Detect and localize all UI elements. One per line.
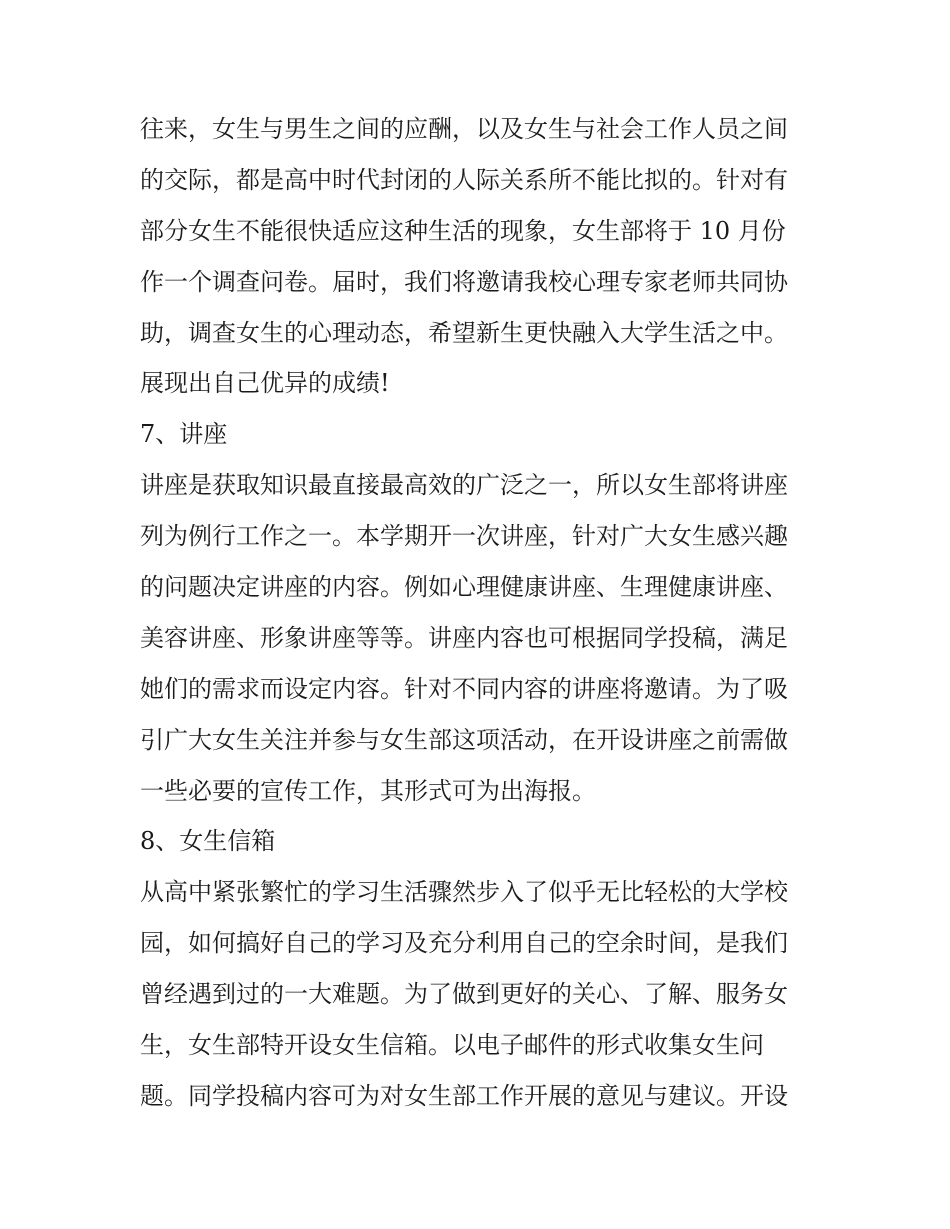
section-heading-mailbox: 8、女生信箱	[140, 827, 276, 856]
text-line: 她们的需求而设定内容。针对不同内容的讲座将邀请。为了吸	[140, 674, 788, 703]
text-line: 的问题决定讲座的内容。例如心理健康讲座、生理健康讲座、	[140, 573, 788, 602]
text-line: 助，调查女生的心理动态，希望新生更快融入大学生活之中。	[140, 318, 788, 347]
text-line: 生，女生部特开设女生信箱。以电子邮件的形式收集女生问	[140, 1031, 764, 1060]
text-line: 展现出自己优异的成绩!	[140, 369, 390, 398]
text-line: 的交际，都是高中时代封闭的人际关系所不能比拟的。针对有	[140, 165, 788, 194]
document-body	[140, 104, 820, 1122]
text-line: 一些必要的宣传工作，其形式可为出海报。	[140, 776, 596, 805]
section-heading-lecture: 7、讲座	[140, 420, 228, 449]
text-line: 从高中紧张繁忙的学习生活骤然步入了似乎无比轻松的大学校	[140, 878, 788, 907]
text-line: 往来，女生与男生之间的应酬，以及女生与社会工作人员之间	[140, 115, 788, 143]
text-line: 列为例行工作之一。本学期开一次讲座，针对广大女生感兴趣	[140, 522, 788, 551]
text-line: 部分女生不能很快适应这种生活的现象，女生部将于 10 月份	[140, 216, 786, 245]
text-line: 题。同学投稿内容可为对女生部工作开展的意见与建议。开设	[140, 1081, 788, 1110]
text-line: 美容讲座、形象讲座等等。讲座内容也可根据同学投稿，满足	[140, 623, 788, 652]
text-line: 园，如何搞好自己的学习及充分利用自己的空余时间，是我们	[140, 929, 788, 958]
text-line: 作一个调查问卷。届时，我们将邀请我校心理专家老师共同协	[140, 267, 788, 296]
text-line: 曾经遇到过的一大难题。为了做到更好的关心、了解、服务女	[140, 980, 788, 1009]
text-line: 讲座是获取知识最直接最高效的广泛之一，所以女生部将讲座	[140, 471, 788, 500]
text-line: 引广大女生关注并参与女生部这项活动，在开设讲座之前需做	[140, 725, 788, 754]
